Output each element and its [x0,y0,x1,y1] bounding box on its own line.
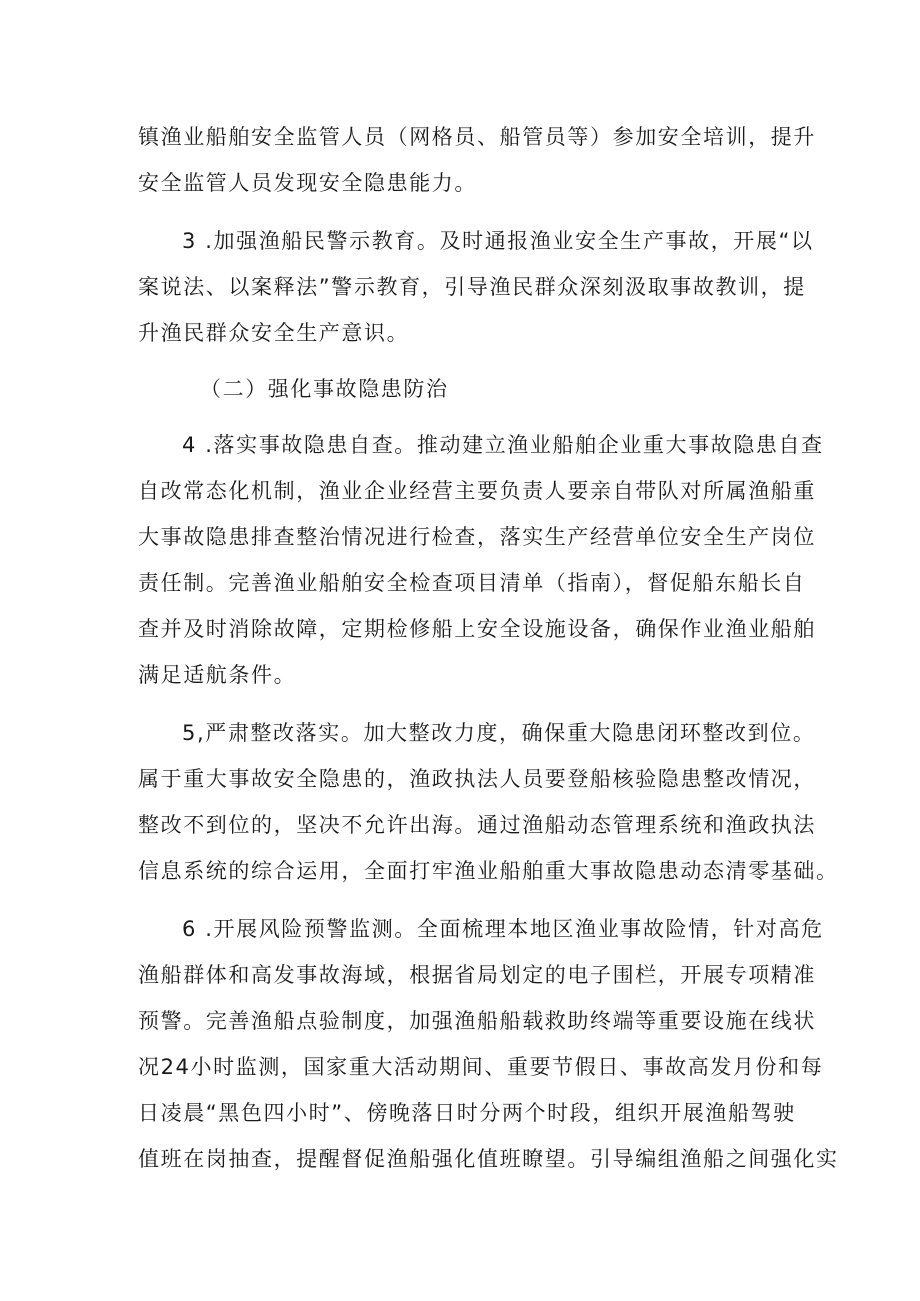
text-line: 渔船群体和高发事故海域，根据省局划定的电子围栏，开展专项精准 [138,963,816,987]
text-line: 况24小时监测，国家重大活动期间、重要节假日、事故高发月份和每 [138,1055,824,1079]
text-line: 查并及时消除故障，定期检修船上安全设施设备，确保作业渔业船舶 [138,617,816,641]
text-line: 安全监管人员发现安全隐患能力。 [138,171,477,195]
paragraph-4-start: 4 .落实事故隐患自查。推动建立渔业船舶企业重大事故隐患自查 [182,433,824,457]
text-line: 案说法、以案释法”警示教育，引导渔民群众深刻汲取事故教训，提 [138,275,806,299]
text-line: 整改不到位的，坚决不允许出海。通过渔船动态管理系统和渔政执法 [138,813,816,837]
text-line: 镇渔业船舶安全监管人员（网格员、船管员等）参加安全培训，提升 [138,125,816,149]
text-line: 大事故隐患排查整治情况进行检查，落实生产经营单位安全生产岗位 [138,525,816,549]
text-line: 升渔民群众安全生产意识。 [138,321,410,345]
text-line: 信息系统的综合运用，全面打牢渔业船舶重大事故隐患动态清零基础。 [138,859,839,883]
text-line: 值班在岗抽查，提醒督促渔船强化值班瞭望。引导编组渔船之间强化实 [138,1147,839,1171]
text-line: 属于重大事故安全隐患的，渔政执法人员要登船核验隐患整改情况， [138,767,816,791]
paragraph-5-start: 5,严肃整改落实。加大整改力度，确保重大隐患闭环整改到位。 [182,721,816,745]
text-line: 责任制。完善渔业船舶安全检查项目清单（指南），督促船东船长自 [138,571,806,595]
text-line: 满足适航条件。 [138,663,297,687]
text-line: 预警。完善渔船点验制度，加强渔船船载救助终端等重要设施在线状 [138,1009,816,1033]
paragraph-6-start: 6 .开展风险预警监测。全面梳理本地区渔业事故险情，针对高危 [182,917,824,941]
text-line: 自改常态化机制，渔业企业经营主要负责人要亲自带队对所属渔船重 [138,479,816,503]
section-heading: （二）强化事故隐患防治 [200,377,449,401]
text-line: 日凌晨“黑色四小时”、傍晚落日时分两个时段，组织开展渔船驾驶 [138,1101,796,1125]
paragraph-3-start: 3 .加强渔船民警示教育。及时通报渔业安全生产事故，开展“以 [182,229,814,253]
